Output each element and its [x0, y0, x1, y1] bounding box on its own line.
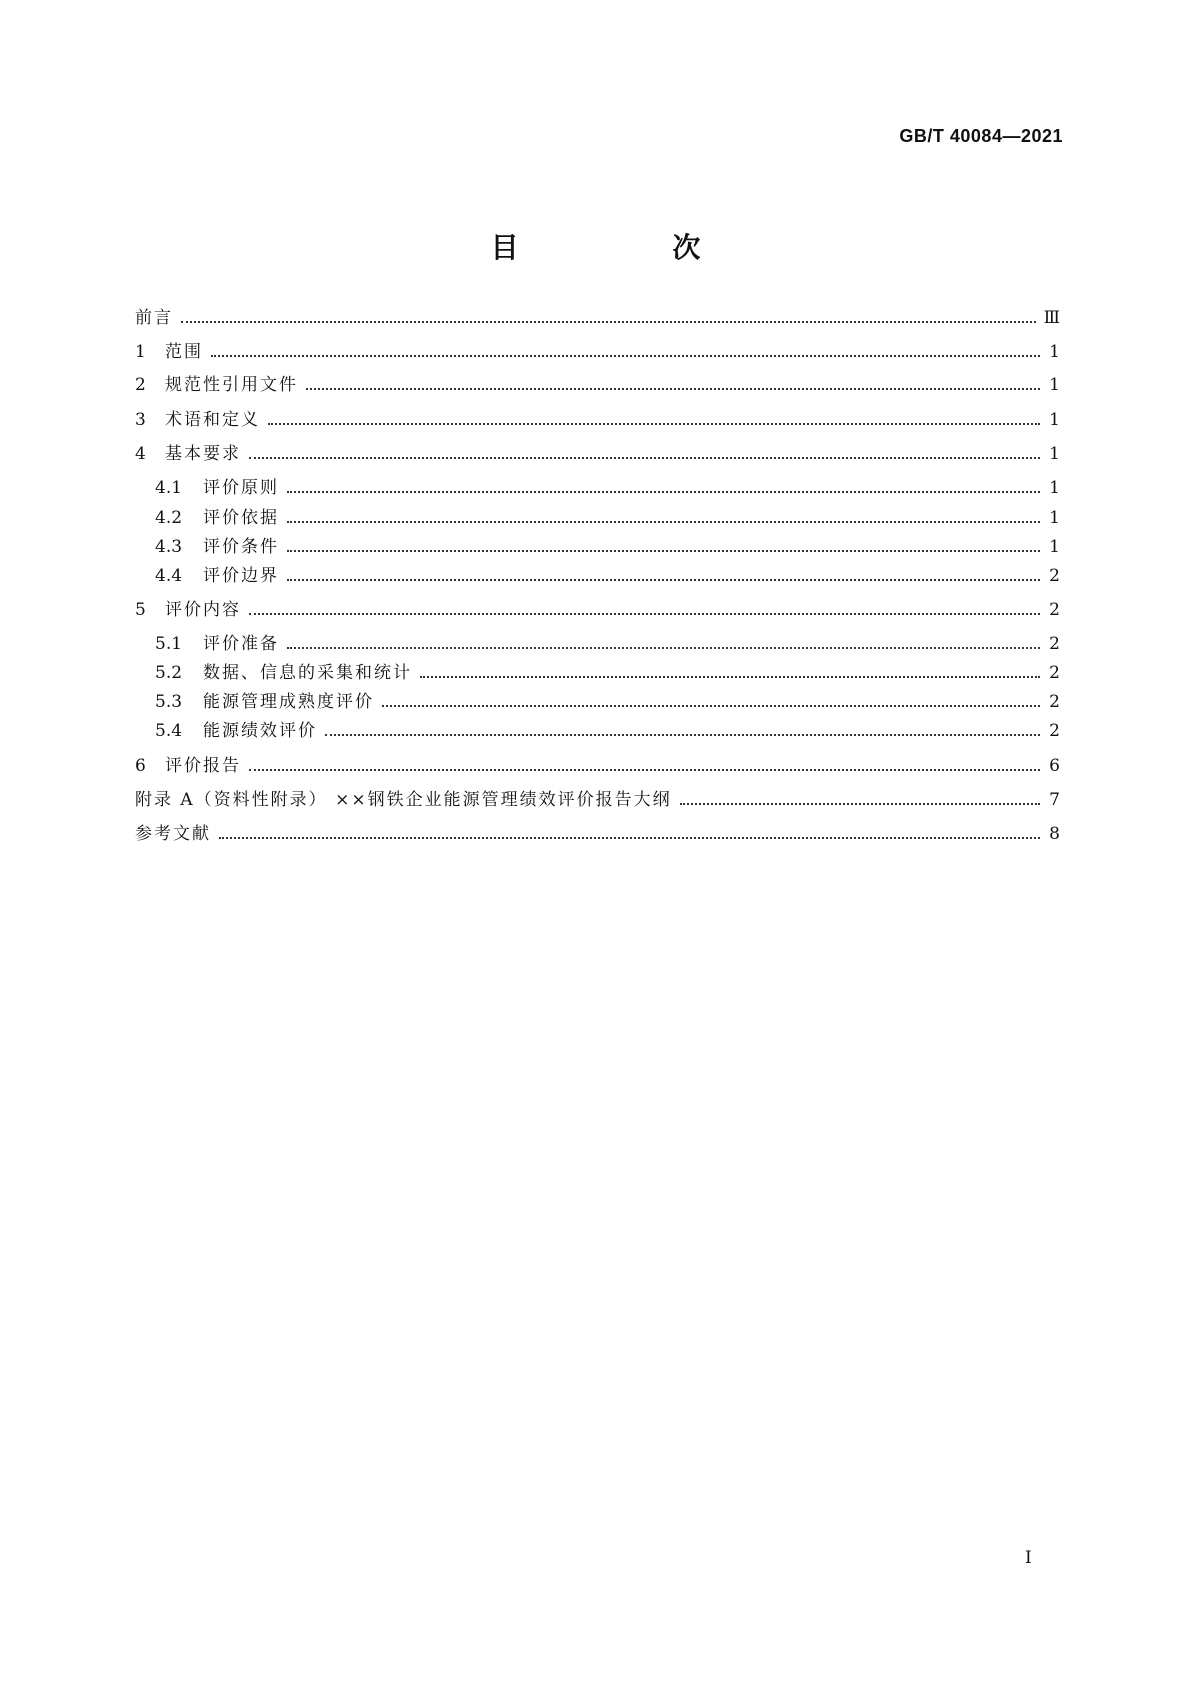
toc-entry-bibliography[interactable] [135, 821, 1060, 847]
toc-entry-number: 4.3 [155, 537, 183, 557]
toc-entry-page: 2 [1049, 634, 1060, 654]
toc-entry-6[interactable] [135, 753, 1060, 779]
toc-entry-5-3[interactable] [155, 689, 1060, 715]
toc-entry-label: 能源管理成熟度评价 [203, 692, 374, 712]
toc-entry-5-2[interactable] [155, 660, 1060, 686]
toc-entry-label: 评价边界 [203, 566, 279, 586]
toc-entry-5-1[interactable] [155, 631, 1060, 657]
toc-entry-page: 2 [1049, 721, 1060, 741]
toc-entry-5[interactable] [135, 597, 1060, 623]
toc-entry-label: 基本要求 [165, 444, 241, 464]
toc-entry-number: 6 [135, 756, 146, 776]
toc-entry-number: 5.1 [155, 634, 183, 654]
toc-entry-page: 1 [1049, 508, 1060, 528]
toc-entry-label: 评价内容 [165, 600, 241, 620]
dot-leader [287, 647, 1040, 649]
toc-entry-page: 6 [1049, 756, 1060, 776]
toc-entry-page: 2 [1049, 663, 1060, 683]
toc-entry-number: 4.4 [155, 566, 183, 586]
toc-entry-2[interactable] [135, 372, 1060, 398]
toc-entry-page: 2 [1049, 692, 1060, 712]
toc-entry-number: 4.2 [155, 508, 183, 528]
toc-entry-page: 1 [1049, 342, 1060, 362]
toc-entry-label: 前言 [135, 308, 173, 328]
toc-entry-page: 8 [1049, 824, 1060, 844]
dot-leader [287, 491, 1040, 493]
toc-entry-page: 1 [1049, 410, 1060, 430]
dot-leader [219, 837, 1040, 839]
dot-leader [420, 676, 1040, 678]
toc-entry-number: 2 [135, 375, 146, 395]
dot-leader [211, 355, 1040, 357]
toc-entry-label: 能源绩效评价 [203, 721, 317, 741]
page-number: I [1025, 1548, 1032, 1568]
toc-entry-3[interactable] [135, 407, 1060, 433]
toc-entry-number: 4.1 [155, 478, 183, 498]
toc-entry-label: 术语和定义 [165, 410, 260, 430]
toc-entry-label: 评价原则 [203, 478, 279, 498]
toc-entry-4-2[interactable] [155, 505, 1060, 531]
toc-entry-label: 范围 [165, 342, 203, 362]
toc-entry-page: 1 [1049, 478, 1060, 498]
dot-leader [287, 550, 1040, 552]
toc-entry-annex-a[interactable] [135, 787, 1060, 813]
dot-leader [382, 705, 1040, 707]
toc-entry-number: 5.4 [155, 721, 183, 741]
dot-leader [306, 388, 1040, 390]
toc-entry-label: 评价报告 [165, 756, 241, 776]
toc-entry-number: 3 [135, 410, 146, 430]
toc-entry-page: 1 [1049, 537, 1060, 557]
toc-entry-page: 2 [1049, 566, 1060, 586]
toc-entry-label: 评价准备 [203, 634, 279, 654]
dot-leader [325, 734, 1040, 736]
toc-entry-label: 评价依据 [203, 508, 279, 528]
dot-leader [680, 803, 1040, 805]
toc-entry-page: 7 [1049, 790, 1060, 810]
dot-leader [249, 769, 1040, 771]
toc-entry-1[interactable] [135, 339, 1060, 365]
dot-leader [249, 457, 1040, 459]
toc-entry-label: 数据、信息的采集和统计 [203, 663, 412, 683]
toc-entry-number: 1 [135, 342, 146, 362]
toc-entry-page: 2 [1049, 600, 1060, 620]
toc-entry-number: 5.3 [155, 692, 183, 712]
toc-entry-page: Ⅲ [1043, 308, 1060, 328]
dot-leader [268, 423, 1040, 425]
toc-entry-number: 4 [135, 444, 146, 464]
toc-entry-5-4[interactable] [155, 718, 1060, 744]
toc-entry-page: 1 [1049, 444, 1060, 464]
dot-leader [249, 613, 1040, 615]
toc-entry-number: 5.2 [155, 663, 183, 683]
toc-entry-label: 附录 A（资料性附录） ××钢铁企业能源管理绩效评价报告大纲 [135, 790, 672, 810]
toc-entry-foreword[interactable] [135, 305, 1060, 331]
page-title: 目 次 [490, 231, 773, 264]
toc-entry-4-4[interactable] [155, 563, 1060, 589]
toc-entry-page: 1 [1049, 375, 1060, 395]
toc-entry-4-3[interactable] [155, 534, 1060, 560]
toc-entry-4[interactable] [135, 441, 1060, 467]
toc-entry-4-1[interactable] [155, 475, 1060, 501]
toc-entry-label: 参考文献 [135, 824, 211, 844]
dot-leader [181, 321, 1036, 323]
standard-number: GB/T 40084—2021 [899, 126, 1063, 146]
dot-leader [287, 521, 1040, 523]
toc-entry-label: 评价条件 [203, 537, 279, 557]
toc-entry-number: 5 [135, 600, 146, 620]
toc-entry-label: 规范性引用文件 [165, 375, 298, 395]
dot-leader [287, 579, 1040, 581]
